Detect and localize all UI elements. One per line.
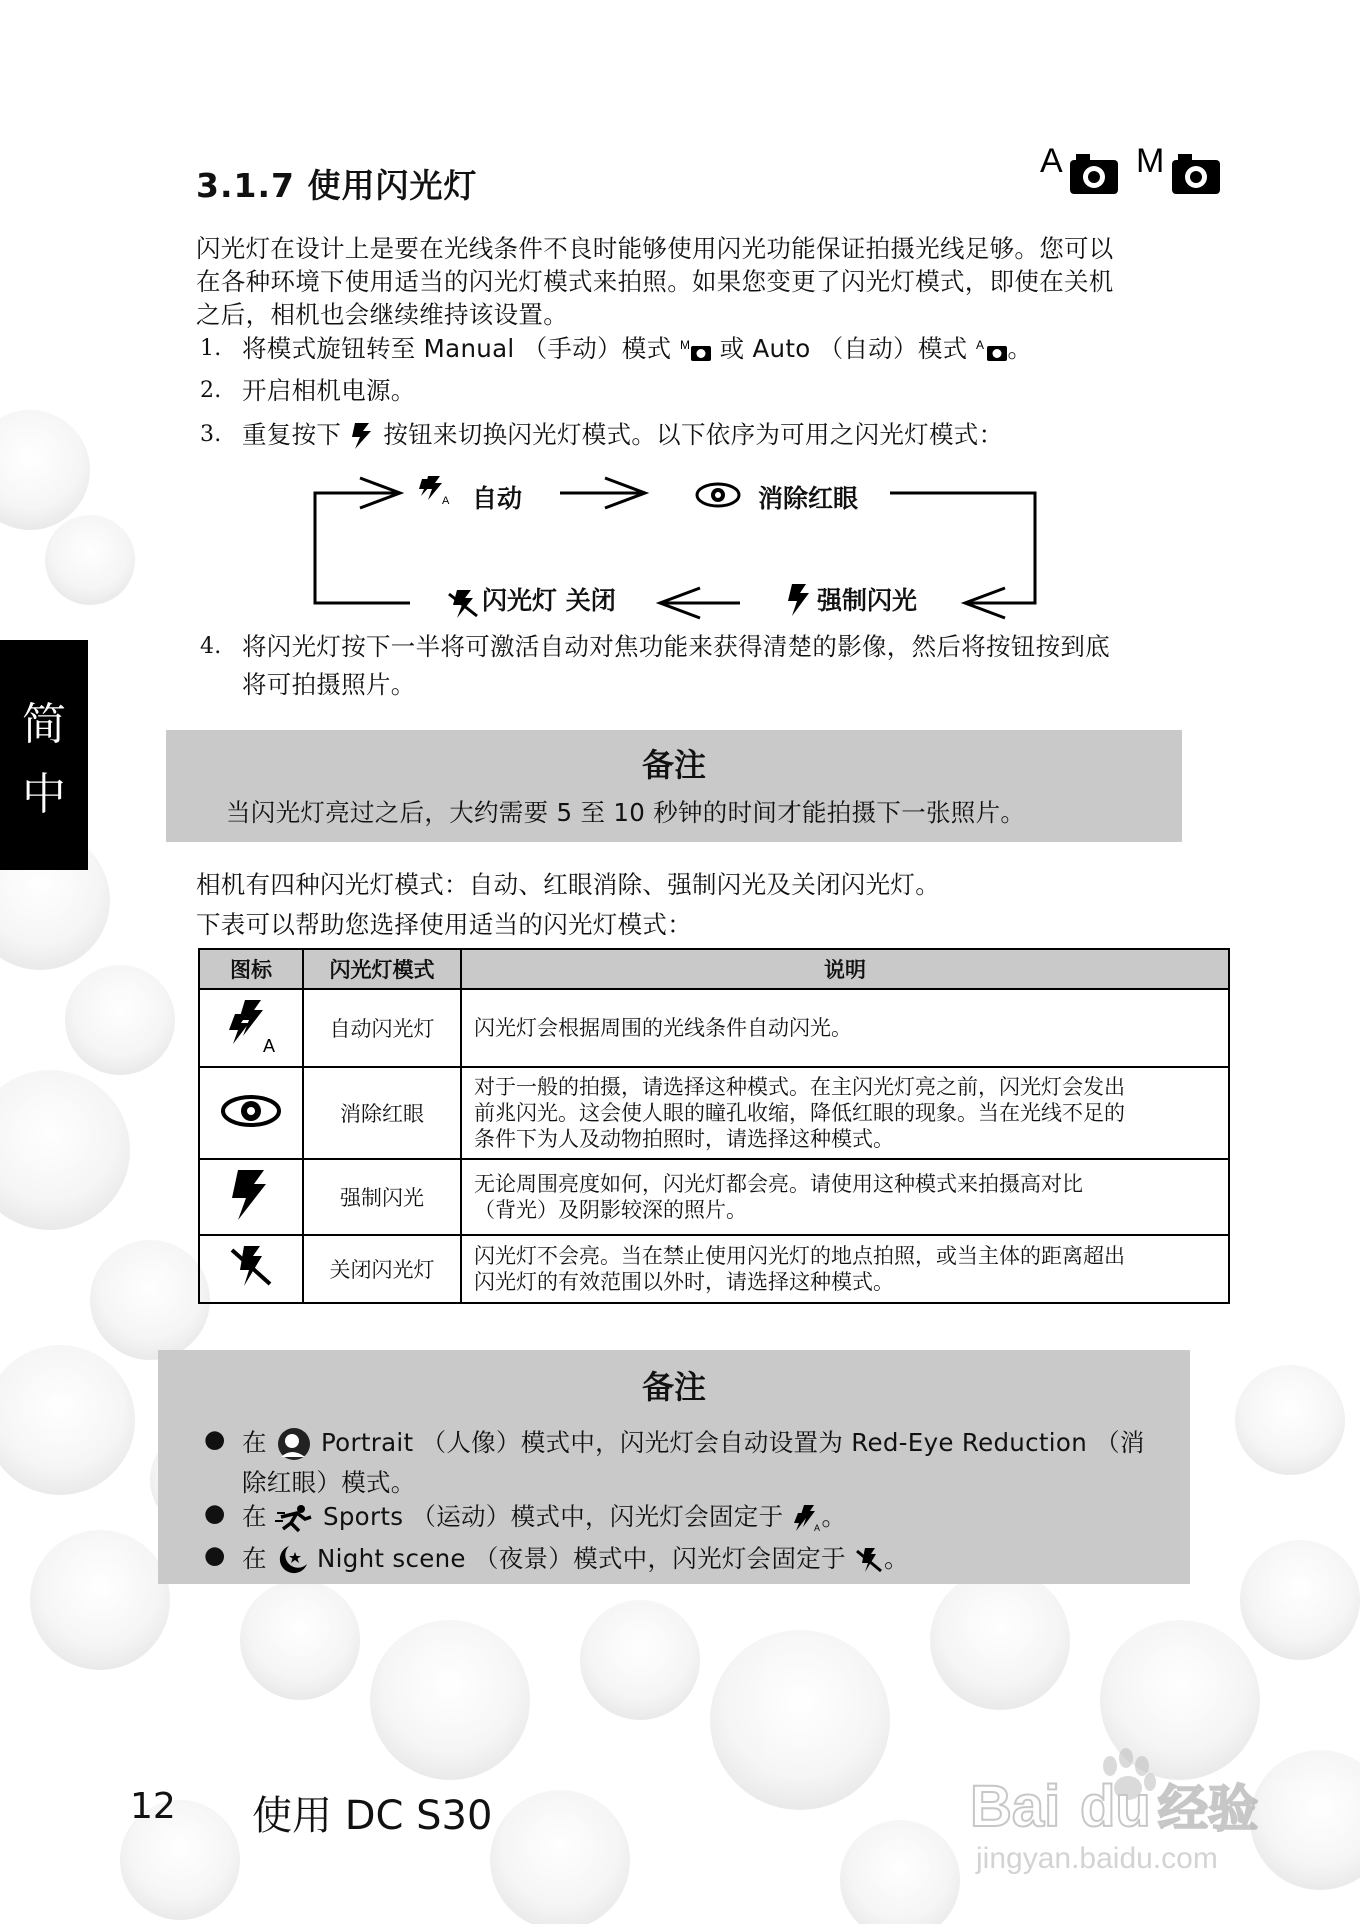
step-text: 或 Auto （自动）模式 xyxy=(711,334,976,363)
bullet-dot: ● xyxy=(204,1424,226,1453)
flash-icon xyxy=(226,1166,276,1224)
footer-title: 使用 DC S30 xyxy=(252,1793,493,1839)
bullet-text: 在 xyxy=(242,1502,275,1531)
note-title: 备注 xyxy=(641,1368,706,1406)
bullet-text: Portrait （人像）模式中，闪光灯会自动设置为 Red-Eye Reduction （消 xyxy=(312,1428,1145,1457)
flash-modes-table xyxy=(198,948,1230,1304)
bullet-dot: ● xyxy=(204,1498,226,1527)
table-header-row xyxy=(199,949,1229,989)
arrow-right-1 xyxy=(340,478,400,508)
manual-camera-icon xyxy=(680,337,712,363)
watermark-jingyan: 经验 xyxy=(1158,1780,1258,1838)
watermark-bai: Bai xyxy=(970,1774,1061,1839)
svg-text:A: A xyxy=(263,1035,276,1056)
modes-intro-line: 下表可以帮助您选择使用适当的闪光灯模式： xyxy=(196,910,692,939)
mode-name: 关闭闪光灯 xyxy=(303,1235,461,1303)
flash-icon xyxy=(788,584,809,616)
flash-off-icon xyxy=(854,1545,884,1575)
header-mode: 闪光灯模式 xyxy=(303,949,461,989)
arrow-right-2 xyxy=(560,478,645,508)
eye-icon xyxy=(218,1091,284,1131)
eye-icon xyxy=(697,484,739,506)
mode-desc xyxy=(461,1067,1229,1159)
page-number: 12 xyxy=(130,1786,176,1827)
table-row xyxy=(199,1159,1229,1235)
side-tab-char: 中 xyxy=(22,769,66,820)
bullet-text: 。 xyxy=(883,1544,909,1573)
portrait-mode-icon xyxy=(275,1427,313,1461)
desc-line: 闪光灯的有效范围以外时，请选择这种模式。 xyxy=(474,1270,894,1294)
note-title: 备注 xyxy=(641,746,706,784)
flash-off-icon xyxy=(449,590,477,618)
intro-paragraph xyxy=(196,232,1246,331)
desc-line: 无论周围亮度如何，闪光灯都会亮。请使用这种模式来拍摄高对比 xyxy=(474,1172,1083,1196)
step-text: 开启相机电源。 xyxy=(242,376,416,405)
intro-line: 在各种环境下使用适当的闪光灯模式来拍照。如果您变更了闪光灯模式，即使在关机 xyxy=(196,267,1114,296)
bullet-text: 在 xyxy=(242,1428,275,1457)
note-box xyxy=(166,730,1182,842)
flow-label-off: 闪光灯 关闭 xyxy=(482,586,616,615)
bullet-text: 。 xyxy=(821,1502,847,1531)
bullet-text: Sports （运动）模式中，闪光灯会固定于 xyxy=(314,1502,792,1531)
auto-camera-icon xyxy=(1070,154,1118,194)
manual-camera-icon xyxy=(1172,154,1220,194)
bullet-dot: ● xyxy=(204,1540,226,1569)
auto-mode-letter: A xyxy=(1040,142,1063,180)
manual-mode-letter: M xyxy=(1136,142,1165,180)
desc-line: 前兆闪光。这会使人眼的瞳孔收缩，降低红眼的现象。当在光线不足的 xyxy=(474,1101,1125,1125)
flash-auto-icon xyxy=(221,996,281,1056)
auto-camera-icon xyxy=(976,337,1008,363)
flow-label-redeye: 消除红眼 xyxy=(758,484,859,513)
note-body: 当闪光灯亮过之后，大约需要 5 至 10 秒钟的时间才能拍摄下一张照片。 xyxy=(226,798,1026,827)
step-text: 将闪光灯按下一半将可激活自动对焦功能来获得清楚的影像，然后将按钮按到底 xyxy=(242,632,1110,661)
mode-desc xyxy=(461,989,1229,1067)
desc-line: 闪光灯会根据周围的光线条件自动闪光。 xyxy=(474,1016,852,1040)
table-row xyxy=(199,989,1229,1067)
flash-auto-sub: A xyxy=(442,495,450,507)
step-number: 1. xyxy=(200,336,222,361)
flash-auto-icon xyxy=(792,1503,822,1533)
sports-mode-icon xyxy=(275,1503,315,1533)
intro-line: 之后，相机也会继续维持该设置。 xyxy=(196,300,568,329)
arrow-left-1 xyxy=(660,588,740,618)
flash-off-icon xyxy=(224,1242,278,1292)
language-side-tab xyxy=(0,640,88,870)
bullet-text: 在 xyxy=(242,1544,275,1573)
desc-line: （背光）及阴影较深的照片。 xyxy=(474,1198,747,1222)
step-number: 3. xyxy=(200,422,222,447)
flash-auto-icon xyxy=(419,476,450,507)
flow-loop-line xyxy=(315,493,410,603)
step-text: 将可拍摄照片。 xyxy=(242,670,416,699)
svg-text:M: M xyxy=(679,338,690,352)
section-title: 3.1.7 使用闪光灯 xyxy=(196,166,478,205)
camera-mode-icons xyxy=(1040,142,1240,202)
table-row xyxy=(199,1067,1229,1159)
step-text: 按钮来切换闪光灯模式。以下依序为可用之闪光灯模式： xyxy=(375,420,1004,449)
flash-icon xyxy=(349,421,375,451)
desc-line: 闪光灯不会亮。当在禁止使用闪光灯的地点拍照，或当主体的距离超出 xyxy=(474,1244,1125,1268)
table-row xyxy=(199,1235,1229,1303)
flash-mode-flow-diagram xyxy=(300,466,1060,636)
step-text: 重复按下 xyxy=(242,420,350,449)
mode-name: 强制闪光 xyxy=(303,1159,461,1235)
night-scene-icon xyxy=(275,1544,309,1576)
flow-label-auto: 自动 xyxy=(472,484,523,513)
step-number: 4. xyxy=(200,634,222,659)
watermark-url: jingyan.baidu.com xyxy=(976,1842,1218,1875)
mode-name: 消除红眼 xyxy=(303,1067,461,1159)
baidu-watermark xyxy=(960,1730,1280,1880)
arrow-left-2 xyxy=(965,588,1035,618)
mode-desc xyxy=(461,1159,1229,1235)
flow-label-forced: 强制闪光 xyxy=(817,586,918,615)
bullet-text: 除红眼）模式。 xyxy=(242,1468,416,1497)
step-number: 2. xyxy=(200,378,222,403)
mode-desc xyxy=(461,1235,1229,1303)
side-tab-char: 简 xyxy=(22,699,66,750)
intro-line: 闪光灯在设计上是要在光线条件不良时能够使用闪光功能保证拍摄光线足够。您可以 xyxy=(196,234,1114,263)
svg-text:A: A xyxy=(975,338,984,352)
watermark-du: du xyxy=(1080,1774,1151,1839)
step-text: 。 xyxy=(1007,334,1033,363)
step-text: 将模式旋钮转至 Manual （手动）模式 xyxy=(242,334,680,363)
header-icon: 图标 xyxy=(199,949,303,989)
note-box xyxy=(158,1350,1190,1584)
modes-intro-line: 相机有四种闪光灯模式：自动、红眼消除、强制闪光及关闭闪光灯。 xyxy=(196,870,940,899)
desc-line: 条件下为人及动物拍照时，请选择这种模式。 xyxy=(474,1127,894,1151)
bullet-text: Night scene （夜景）模式中，闪光灯会固定于 xyxy=(308,1544,854,1573)
desc-line: 对于一般的拍摄，请选择这种模式。在主闪光灯亮之前，闪光灯会发出 xyxy=(474,1075,1125,1099)
svg-text:A: A xyxy=(813,1523,820,1533)
mode-name: 自动闪光灯 xyxy=(303,989,461,1067)
header-desc: 说明 xyxy=(461,949,1229,989)
